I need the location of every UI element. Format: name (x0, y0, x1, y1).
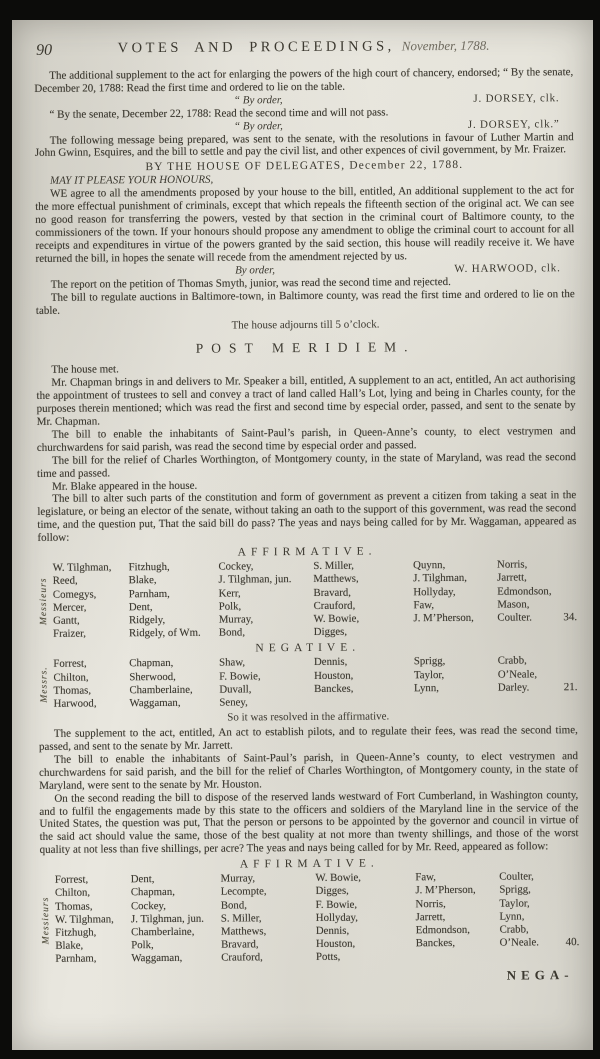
house-of-delegates-heading: BY THE HOUSE OF DELEGATES, December 22, 1788. (145, 159, 464, 174)
messrs-label: Messrs. (39, 666, 50, 703)
negative-heading: NEGATIVE. (255, 641, 361, 655)
post-meridiem-heading: POST MERIDIEM. (195, 339, 416, 357)
negative-count: 21. (563, 681, 578, 694)
paragraph-chancery-supplement: The additional supplement to the act for enlarging the powers of the high court of chancery, endorsed; “ By the senate, December 20, 1788: Read the first time and ordered to lie on the table. (34, 66, 574, 95)
resolution-line: So it was resolved in the affirmative. (227, 710, 390, 724)
messieurs-label: Messieurs (40, 896, 52, 945)
clerk-signature: J. DORSEY, clk.” (467, 117, 560, 131)
paragraph-constitution-bill: The bill to alter such parts of the constitution and form of government as prevent a citizen from taking a seat in the legislature, or being an elector of the senate, without taking an oath to the support of this government, was read the second time, and the question put, That the said bill do pass? The yeas and nays being called for by Mr. Waggaman, appeared as follow: (37, 489, 577, 545)
vote-column: W. Bowie, Digges, F. Bowie, Hollyday, Dennis, Houston, Potts, (315, 871, 362, 964)
vote-column: Coulter, Sprigg, Taylor, Lynn, Crabb, O’Neale. (499, 870, 539, 949)
page-header (34, 36, 573, 62)
vote-table-affirmative-1 (38, 558, 578, 641)
vote-table-affirmative-2 (40, 870, 580, 966)
vote-column: Norris, Jarrett, Edmondson, Mason, Coulter. (496, 558, 552, 624)
salutation-line: MAY IT PLEASE YOUR HONOURS, (49, 173, 214, 188)
affirmative-heading-1: AFFIRMATIVE. (237, 545, 377, 559)
vote-column: Shaw, F. Bowie, Duvall, Seney, (219, 656, 261, 709)
vote-column: Sprigg, Taylor, Lynn, (413, 655, 446, 694)
paragraph-smyth-petition: The report on the petition of Thomas Smyth, junior, was read the second time and rejected. (50, 275, 451, 291)
affirmative-heading-2: AFFIRMATIVE. (239, 857, 379, 871)
page-number: 90 (36, 41, 53, 59)
paragraph-saint-pauls-bill: The bill to enable the inhabitants of Saint-Paul’s parish, in Queen-Anne’s county, to elect vestrymen and churchwardens for said parish, was read the second time by especial order and passed. (36, 425, 576, 454)
paragraph-baltimore-auctions: The bill to regulate auctions in Baltimore-town, in Baltimore county, was read the first time and ordered to lie on the table. (35, 287, 575, 317)
vote-column: Forrest, Chilton, Thomas, W. Tilghman, Fitzhugh, Blake, Parnham, (54, 873, 114, 966)
paragraph-we-agree: WE agree to all the amendments proposed by your house to the bill, entitled, An additional supplement to the act for the more effectual punishment of criminals, except that which repeals the fifteenth section of the original act. We can see no good reason for transferring the powers, vested by that section in the criminal court of Baltimore county, to the commissioners of the town. If your honours should propose any amendment to oblige the criminal court to account for all receipts and expenditures in virtue of the powers granted by the said section, this house will readily receive it. We have returned the bill, in hopes the senate will recede from the amendment rejected by us. (35, 184, 575, 265)
vote-column: Crabb, O’Neale, Darley. (497, 654, 538, 694)
by-order-label: “ By order, (233, 119, 283, 133)
page-content (34, 36, 580, 986)
paragraph-pilots-act: The supplement to the act, entitled, An act to establish pilots, and to regulate their fees, was read the second time, passed, and sent to the senate by Mr. Jarrett. (38, 724, 578, 753)
clerk-signature: J. DORSEY, clk. (473, 92, 560, 105)
paragraph-second-reading: “ By the senate, December 22, 1788: Read the second time and will not pass. (49, 106, 389, 121)
paragraph-worthington-relief: The bill for the relief of Charles Worthington, of Montgomery county, in the state of Maryland, was read the second time and passed. (36, 450, 576, 480)
affirmative-count-2: 40. (565, 936, 580, 949)
paragraph-message-to-senate: The following message being prepared, was sent to the senate, with the resolutions in favour of Luther Martin and John Gwinn, Esquires, and the bill to settle and pay the civil list, and other expences of civil government, by Mr. Fraizer. (34, 130, 574, 160)
paragraph-blake-appeared: Mr. Blake appeared in the house. (52, 479, 198, 493)
vote-column: Chapman, Sherwood, Chamberlaine, Waggaman, (129, 657, 193, 710)
messieurs-label: Messieurs (38, 577, 50, 626)
vote-column: Quynn, J. Tilghman, Hollyday, Faw, J. M’Pherson, (413, 559, 474, 625)
paragraph-fort-cumberland: On the second reading the bill to dispose of the reserved lands westward of Fort Cumberland, in Washington county, and to fulfil the engagements made by this state to the officers and soldiers of the Maryland line in the service of the United States, the question was put, That the person or persons to be appointed by the governor and council in virtue of the said act should value the same, those of the best quality at not more than twenty shillings, and those of the worst quality at not less than five shillings, per acre? The yeas and nays being called for by Mr. Reed, appeared as follow: (39, 788, 579, 857)
by-order-label: By order, (234, 263, 276, 277)
vote-column: Murray, Lecompte, Bond, S. Miller, Matthews, Bravard, Crauford, (220, 872, 267, 965)
page-title-date: November, 1788. (401, 37, 490, 54)
by-order-label: “ By order, (233, 93, 283, 107)
adjournment-line: The house adjourns till 5 o’clock. (231, 318, 380, 332)
paper-sheet (12, 20, 593, 1050)
affirmative-count-1: 34. (563, 611, 578, 624)
vote-column: Faw, J. M’Pherson, Norris, Jarrett, Edmondson, Banckes, (415, 871, 476, 950)
page-title: VOTES AND PROCEEDINGS, (117, 38, 395, 57)
paragraph-bills-sent-to-senate: The bill to enable the inhabitants of Saint-Paul’s parish, in Queen-Anne’s county, to elect vestrymen and churchwardens for said parish, and the bill for the relief of Charles Worthington, of Montgomery county, in the state of Maryland, were sent to the senate by Mr. Houston. (39, 750, 579, 792)
vote-column: Dent, Chapman, Cockey, J. Tilghman, jun. Chamberlaine, Polk, Waggaman, (130, 873, 204, 965)
vote-column: Fitzhugh, Blake, Parnham, Dent, Ridgely, Ridgely, of Wm. (128, 561, 201, 640)
catchword: NEGA- (506, 966, 574, 983)
vote-column: Forrest, Chilton, Thomas, Harwood, (53, 657, 97, 710)
vote-column: W. Tilghman, Reed, Comegys, Mercer, Gantt, Fraizer, (52, 561, 112, 640)
vote-column: Dennis, Houston, Banckes, (313, 656, 354, 695)
vote-column: Cockey, J. Tilghman, jun. Kerr, Polk, Murray, Bond, (218, 560, 292, 639)
vote-table-negative (38, 654, 577, 711)
vote-column: S. Miller, Matthews, Bravard, Crauford, W. Bowie, Digges, (313, 559, 360, 639)
paragraph-chapman-bill: Mr. Chapman brings in and delivers to Mr. Speaker a bill, entitled, A supplement to an act, entitled, An act authorising the appointment of trustees to sell and convey a tract of land called Hall’s Lot, lying and being in Charles county, for the purposes therein mentioned; which was read the first and second time by especial order, passed, and sent to the senate by Mr. Chapman. (36, 373, 576, 428)
paragraph-house-met: The house met. (51, 363, 119, 377)
clerk-signature: W. HARWOOD, clk. (454, 261, 561, 275)
